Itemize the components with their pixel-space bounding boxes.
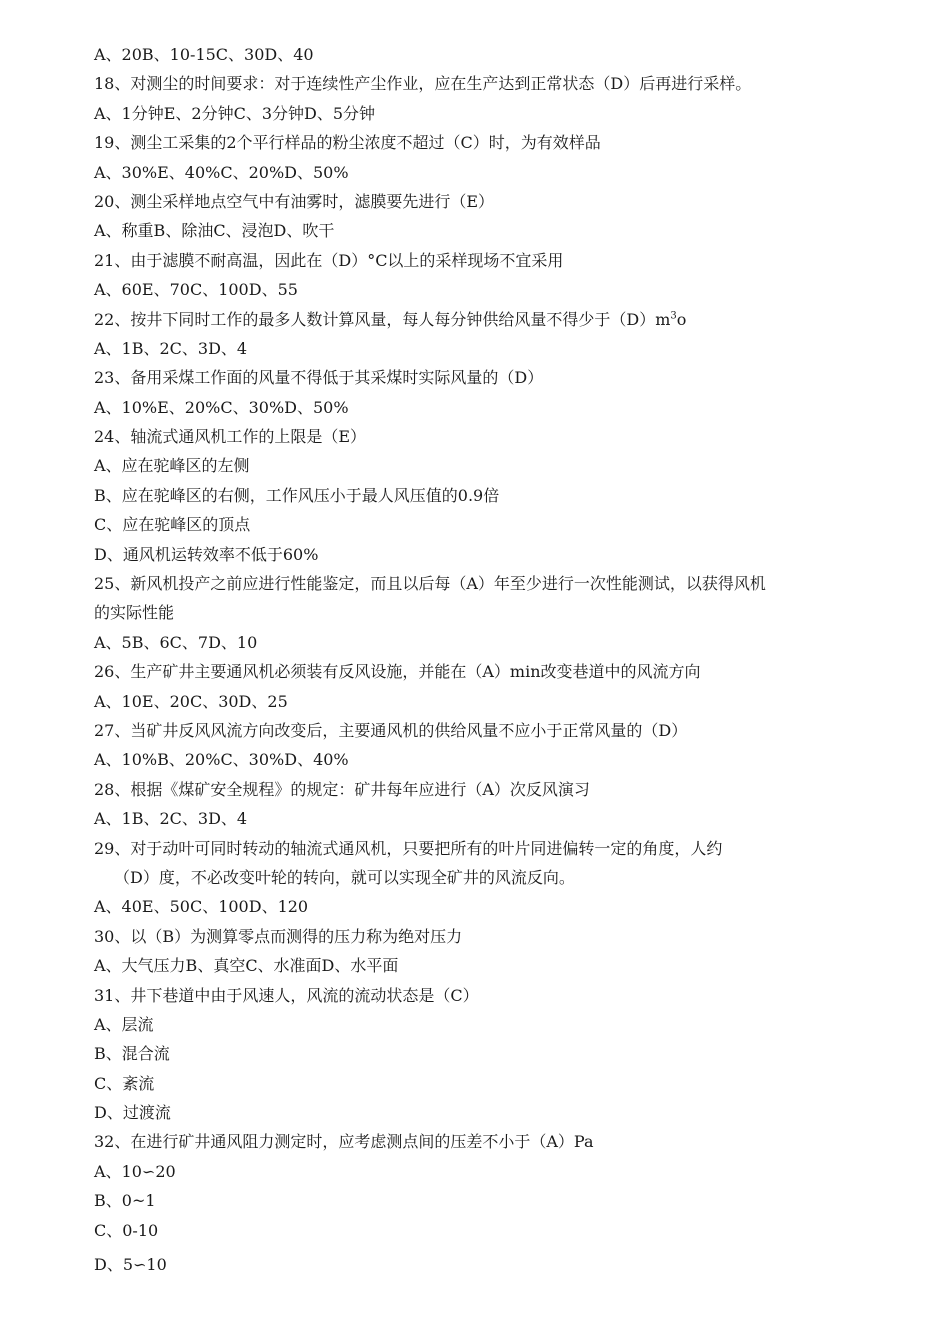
q29-options: A、40E、50C、100D、120 xyxy=(94,897,309,917)
q25-question: 25、新风机投产之前应进行性能鉴定，而且以后每（A）年至少进行一次性能测试，以获得风机 xyxy=(94,574,766,594)
q32-option-a: A、10∽20 xyxy=(94,1161,176,1181)
q20-options: A、称重B、除油C、浸泡D、吹干 xyxy=(94,221,335,241)
q19-question: 19、测尘工采集的2个平行样品的粉尘浓度不超过（C）时，为有效样品 xyxy=(94,133,601,153)
q31-option-d: D、过渡流 xyxy=(94,1103,171,1123)
q21-options: A、60E、70C、100D、55 xyxy=(94,280,298,300)
q28-options: A、1B、2C、3D、4 xyxy=(94,809,248,829)
q29-question-continued: （D）度，不必改变叶轮的转向，就可以实现全矿井的风流反向。 xyxy=(114,867,575,887)
q26-options: A、10E、20C、30D、25 xyxy=(94,691,288,711)
q32-option-b: B、0~1 xyxy=(94,1191,156,1211)
q27-question: 27、当矿井反风风流方向改变后，主要通风机的供给风量不应小于正常风量的（D） xyxy=(94,720,688,740)
q28-question: 28、根据《煤矿安全规程》的规定：矿井每年应进行（A）次反风演习 xyxy=(94,779,590,799)
q22-question xyxy=(94,305,864,334)
q31-option-b: B、混合流 xyxy=(94,1044,170,1064)
q24-option-c: C、应在驼峰区的顶点 xyxy=(94,515,251,535)
q19-options: A、30%E、40%C、20%D、50% xyxy=(94,162,349,182)
q27-options: A、10%B、20%C、30%D、40% xyxy=(94,750,349,770)
q23-question: 23、备用采煤工作面的风量不得低于其采煤时实际风量的（D） xyxy=(94,368,544,388)
q31-option-a: A、层流 xyxy=(94,1014,154,1034)
q32-option-c: C、0-10 xyxy=(94,1220,159,1240)
q32-question: 32、在进行矿井通风阻力测定时，应考虑测点间的压差不小于（A）Pa xyxy=(94,1132,594,1152)
q24-option-b: B、应在驼峰区的右侧，工作风压小于最人风压值的0.9倍 xyxy=(94,485,500,505)
q30-options: A、大气压力B、真空C、水准面D、水平面 xyxy=(94,956,399,976)
q30-question: 30、以（B）为测算零点而测得的压力称为绝对压力 xyxy=(94,926,463,946)
q17-options: A、20B、10-15C、30D、40 xyxy=(94,45,314,64)
q24-option-a: A、应在驼峰区的左侧 xyxy=(94,456,250,476)
q22-text: 22、按井下同时工作的最多人数计算风量，每人每分钟供给风量不得少于（D）m xyxy=(94,309,671,329)
document-page xyxy=(94,40,864,1279)
q31-option-c: C、紊流 xyxy=(94,1073,155,1093)
q18-question: 18、对测尘的时间要求：对于连续性产尘作业，应在生产达到正常状态（D）后再进行采样。 xyxy=(94,74,752,94)
q24-question: 24、轴流式通风机工作的上限是（E） xyxy=(94,427,367,447)
q29-question: 29、对于动叶可同时转动的轴流式通风机，只要把所有的叶片同进偏转一定的角度，人约 xyxy=(94,838,723,858)
q31-question: 31、井下巷道中由于风速人，风流的流动状态是（C） xyxy=(94,985,479,1005)
q22-suffix: o xyxy=(676,309,687,329)
q23-options: A、10%E、20%C、30%D、50% xyxy=(94,397,349,417)
q20-question: 20、测尘采样地点空气中有油雾时，滤膜要先进行（E） xyxy=(94,191,495,211)
q26-question: 26、生产矿井主要通风机必须装有反风设施，并能在（A）min改变巷道中的风流方向 xyxy=(94,662,701,682)
q22-superscript: 3 xyxy=(670,310,677,322)
q32-option-d: D、5∽10 xyxy=(94,1255,167,1275)
q18-options: A、1分钟E、2分钟C、3分钟D、5分钟 xyxy=(94,103,376,123)
q25-options: A、5B、6C、7D、10 xyxy=(94,632,258,652)
q24-option-d: D、通风机运转效率不低于60% xyxy=(94,544,319,564)
q21-question: 21、由于滤膜不耐高温，因此在（D）°C以上的采样现场不宜采用 xyxy=(94,250,564,270)
q22-options: A、1B、2C、3D、4 xyxy=(94,338,248,358)
q25-question-continued: 的实际性能 xyxy=(94,603,175,623)
